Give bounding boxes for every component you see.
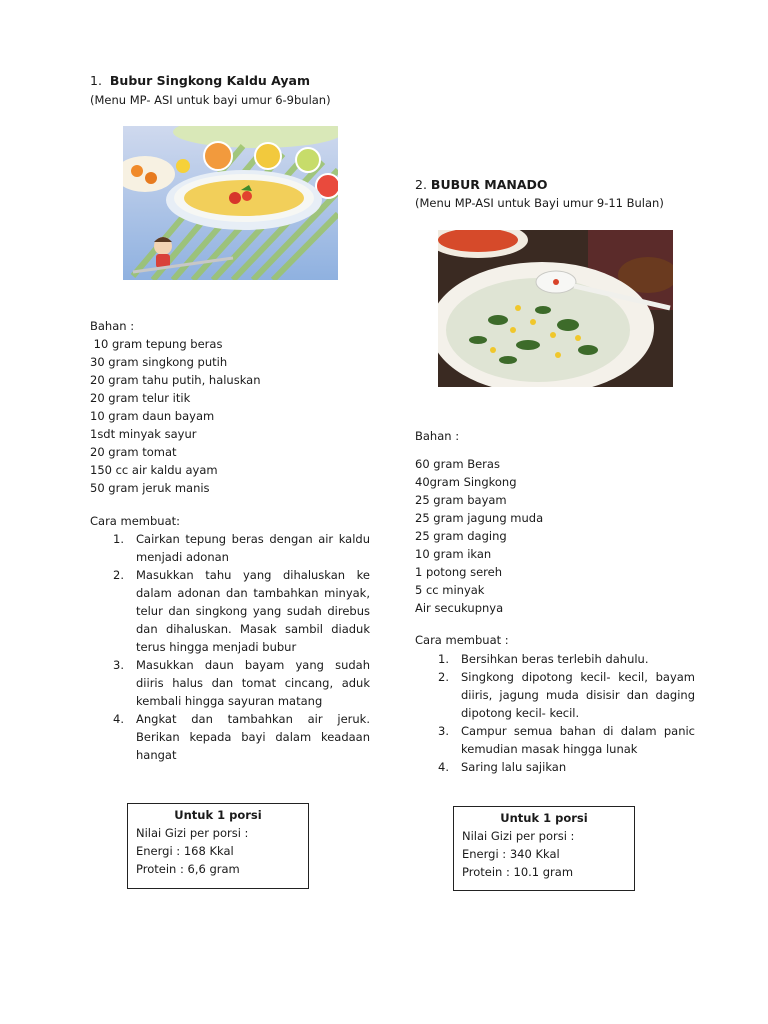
step-text: Masukkan tahu yang dihaluskan ke dalam adonan dan tambahkan minyak, telur dan singkong yang sudah direbus dan dihaluskan. Masak sambil diaduk terus hingga menjadi bubur bbox=[136, 568, 370, 654]
recipe2-number: 2. bbox=[415, 177, 427, 192]
nutrition-energy: Energi : 168 Kkal bbox=[136, 844, 234, 858]
recipe1-ingredients-list bbox=[90, 335, 261, 497]
step-number: 3. bbox=[438, 724, 449, 738]
nutrition-line: Nilai Gizi per porsi : bbox=[136, 826, 249, 840]
nutrition-line: Nilai Gizi per porsi : bbox=[462, 829, 575, 843]
recipe1-name: Bubur Singkong Kaldu Ayam bbox=[109, 73, 311, 88]
step-text: Cairkan tepung beras dengan air kaldu menjadi adonan bbox=[136, 532, 370, 564]
step-text: Masukkan daun bayam yang sudah diiris halus dan tomat cincang, aduk kembali hingga sayuran matang bbox=[136, 658, 370, 708]
ingredient: 1sdt minyak sayur bbox=[90, 427, 197, 441]
step-text: Singkong dipotong kecil- kecil, bayam diiris, jagung muda disisir dan daging dipotong kecil- kecil. bbox=[461, 670, 695, 720]
ingredient: 150 cc air kaldu ayam bbox=[90, 463, 218, 477]
step-item bbox=[113, 710, 370, 764]
step-item bbox=[113, 566, 370, 656]
recipe2-ingredients-heading: Bahan : bbox=[415, 429, 460, 443]
step-item bbox=[438, 758, 695, 776]
recipe1-title bbox=[90, 72, 310, 90]
ingredient: 10 gram daun bayam bbox=[90, 409, 215, 423]
ingredient: 1 potong sereh bbox=[415, 565, 503, 579]
step-text: Campur semua bahan di dalam panic kemudian masak hingga lunak bbox=[461, 724, 695, 756]
step-number: 4. bbox=[113, 712, 124, 726]
nutrition-protein: Protein : 10.1 gram bbox=[462, 865, 574, 879]
recipe1-method-heading: Cara membuat: bbox=[90, 514, 181, 528]
ingredient: Air secukupnya bbox=[415, 601, 504, 615]
ingredient: 40gram Singkong bbox=[415, 475, 517, 489]
step-number: 3. bbox=[113, 658, 124, 672]
step-number: 2. bbox=[438, 670, 449, 684]
recipe1-photo bbox=[123, 126, 338, 280]
recipe2-name: BUBUR MANADO bbox=[430, 177, 548, 192]
ingredient: 25 gram daging bbox=[415, 529, 507, 543]
step-item bbox=[438, 650, 695, 668]
step-item bbox=[438, 722, 695, 758]
ingredient: 5 cc minyak bbox=[415, 583, 485, 597]
ingredient: 25 gram jagung muda bbox=[415, 511, 544, 525]
recipe2-steps bbox=[438, 650, 695, 776]
ingredient: 20 gram tomat bbox=[90, 445, 177, 459]
recipe2-nutrition-box bbox=[453, 806, 635, 891]
step-number: 1. bbox=[438, 652, 449, 666]
step-item bbox=[113, 530, 370, 566]
ingredient: 20 gram tahu putih, haluskan bbox=[90, 373, 261, 387]
recipe1-ingredients-heading: Bahan : bbox=[90, 319, 135, 333]
recipe1-number: 1. bbox=[90, 73, 102, 88]
step-text: Saring lalu sajikan bbox=[461, 760, 567, 774]
step-number: 1. bbox=[113, 532, 124, 546]
nutrition-heading: Untuk 1 porsi bbox=[174, 808, 262, 822]
step-item bbox=[438, 668, 695, 722]
recipe2-photo bbox=[438, 230, 673, 387]
recipe2-method-heading: Cara membuat : bbox=[415, 633, 509, 647]
ingredient: 10 gram tepung beras bbox=[90, 337, 223, 351]
step-text: Angkat dan tambahkan air jeruk. Berikan kepada bayi dalam keadaan hangat bbox=[136, 712, 370, 762]
step-number: 2. bbox=[113, 568, 124, 582]
ingredient: 10 gram ikan bbox=[415, 547, 492, 561]
recipe1-nutrition-box bbox=[127, 803, 309, 889]
recipe2-subtitle: (Menu MP-ASI untuk Bayi umur 9-11 Bulan) bbox=[415, 196, 664, 210]
manado-porridge-illustration bbox=[438, 230, 673, 387]
nutrition-heading: Untuk 1 porsi bbox=[500, 811, 588, 825]
recipe1-subtitle: (Menu MP- ASI untuk bayi umur 6-9bulan) bbox=[90, 93, 331, 107]
recipe2-ingredients-list bbox=[415, 455, 543, 617]
ingredient: 30 gram singkong putih bbox=[90, 355, 228, 369]
ingredient: 60 gram Beras bbox=[415, 457, 500, 471]
porridge-bowl-illustration bbox=[123, 126, 338, 280]
ingredient: 25 gram bayam bbox=[415, 493, 507, 507]
nutrition-energy: Energi : 340 Kkal bbox=[462, 847, 560, 861]
ingredient: 20 gram telur itik bbox=[90, 391, 191, 405]
nutrition-protein: Protein : 6,6 gram bbox=[136, 862, 240, 876]
step-item bbox=[113, 656, 370, 710]
step-text: Bersihkan beras terlebih dahulu. bbox=[461, 652, 649, 666]
ingredient: 50 gram jeruk manis bbox=[90, 481, 210, 495]
recipe2-title bbox=[415, 176, 548, 194]
step-number: 4. bbox=[438, 760, 449, 774]
recipe1-steps bbox=[113, 530, 370, 764]
